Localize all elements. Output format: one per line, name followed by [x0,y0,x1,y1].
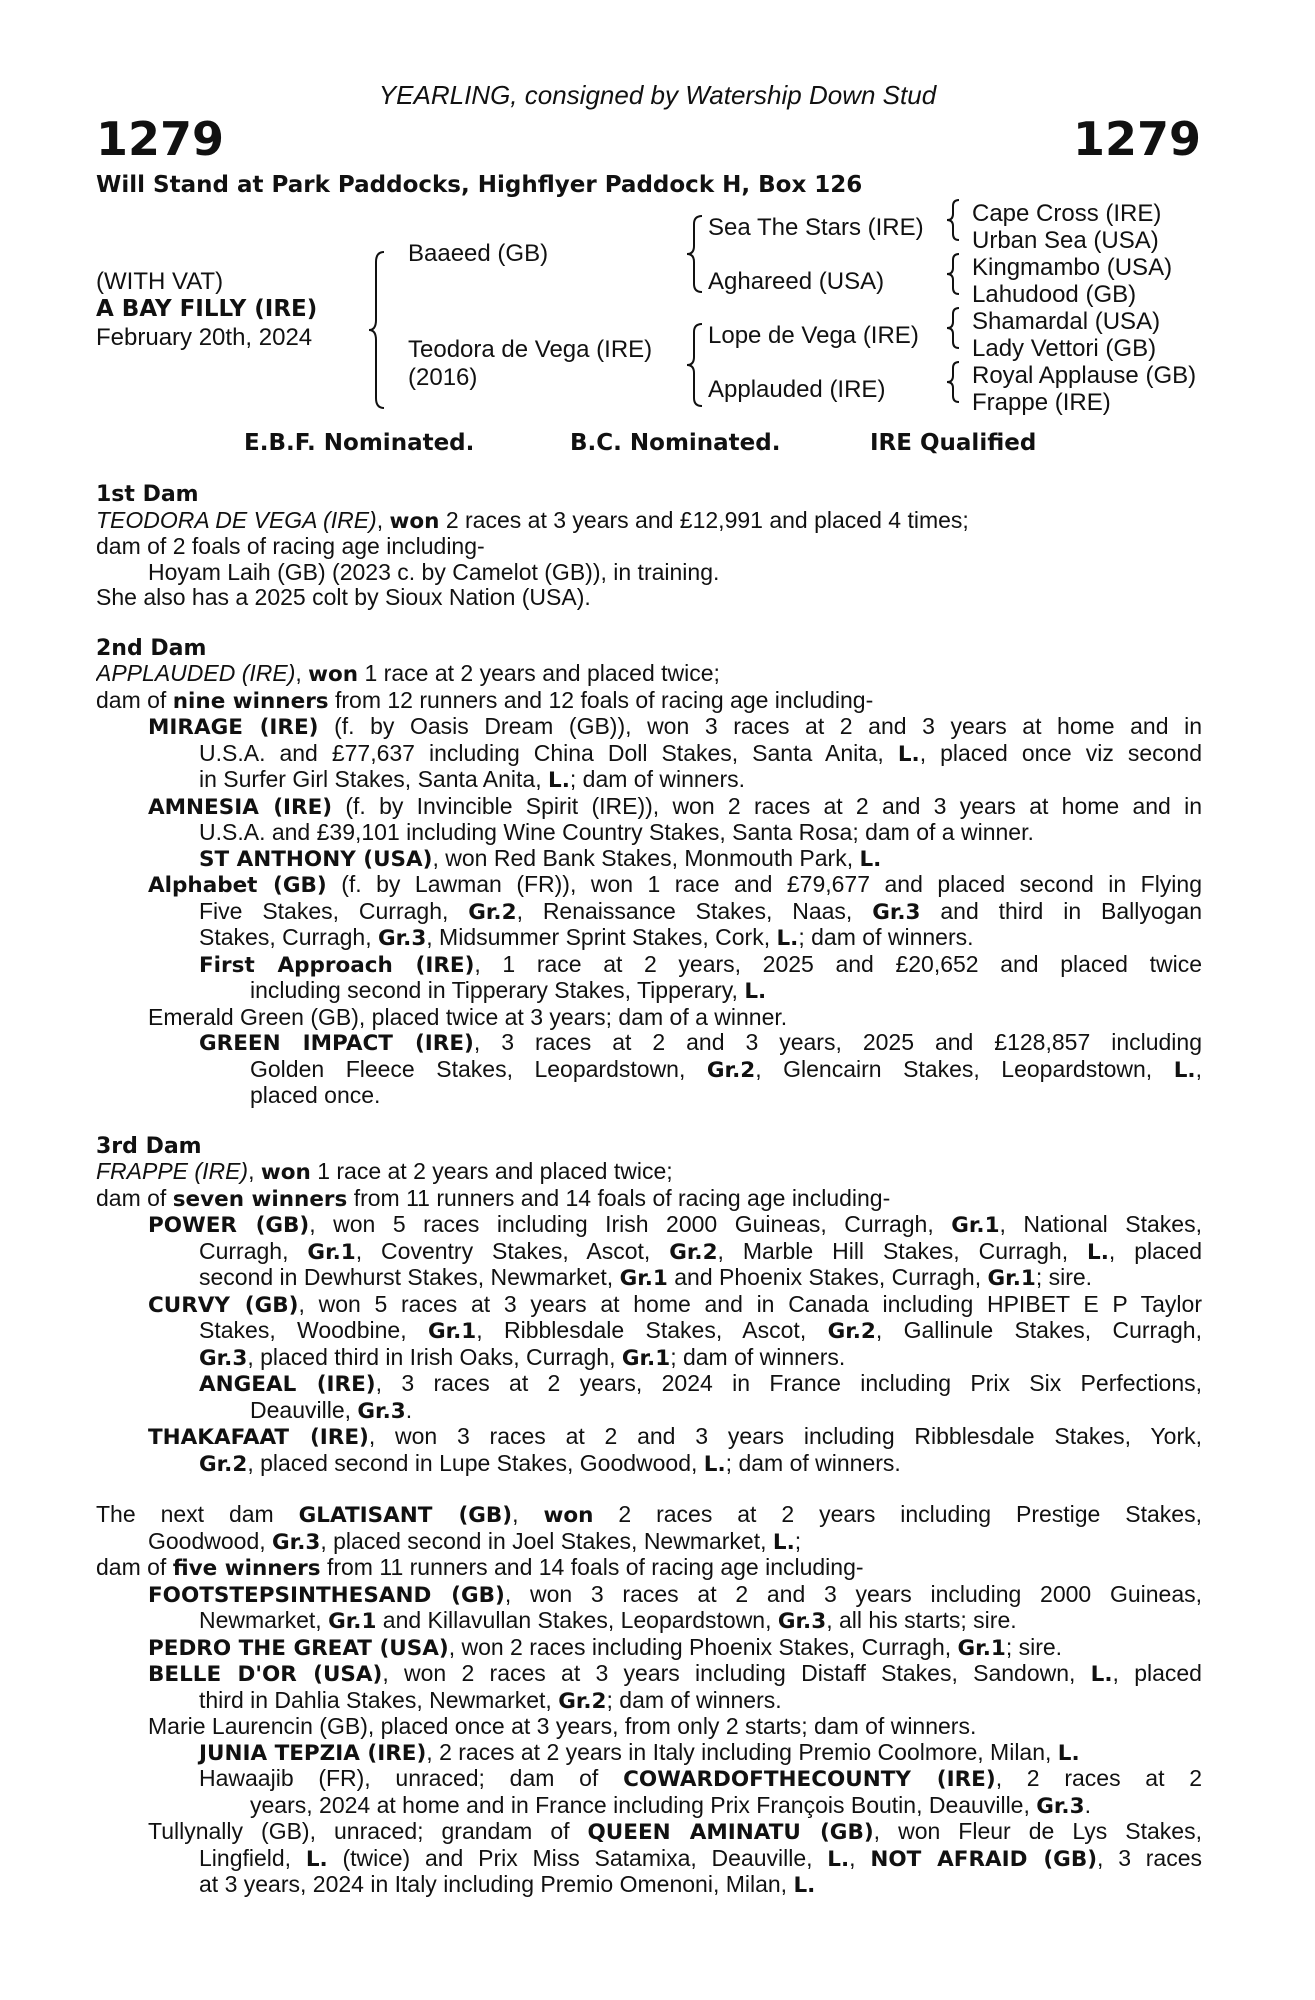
progeny-entry: JUNIA TEPZIA (IRE), 2 races at 2 years in Italy including Premio Coolmore, Milan, L. [199,1739,1080,1766]
pedigree-brace-dam [684,322,708,408]
third-dam-line: FRAPPE (IRE), won 1 race at 2 years and placed twice; [96,1159,673,1185]
second-dam-summary: dam of nine winners from 12 runners and 12 foals of racing age including- [96,687,874,714]
pedigree-dam-dam: Applauded (IRE) [708,376,886,403]
pedigree-brace-main [366,250,390,410]
stand-location: Will Stand at Park Paddocks, Highflyer Paddock H, Box 126 [96,172,863,198]
first-dam-foals: dam of 2 foals of racing age including- [96,534,485,559]
progeny-entry: Hawaajib (FR), unraced; dam of COWARDOFTHECOUNTY (IRE), 2 races at 2 [199,1766,1202,1792]
pedigree-brace-g3 [944,306,964,350]
vat-note: (WITH VAT) [96,268,224,295]
pedigree-brace-sire [684,214,708,294]
first-dam-line: TEODORA DE VEGA (IRE), won 2 races at 3 years and £12,991 and placed 4 times; [96,507,969,534]
second-dam-heading: 2nd Dam [96,635,207,661]
lot-number-right: 1279 [1072,112,1201,166]
progeny-entry: POWER (GB), won 5 races including Irish 2000 Guineas, Curragh, Gr.1, National Stakes, [148,1212,1202,1238]
pedigree-g7: Royal Applause (GB) [972,362,1197,389]
progeny-entry: Alphabet (GB) (f. by Lawman (FR)), won 1 race and £79,677 and placed second in Flying [148,872,1202,898]
lot-number-left: 1279 [96,112,225,166]
second-dam-line: APPLAUDED (IRE), won 1 race at 2 years and placed twice; [96,661,720,687]
pedigree-g2: Urban Sea (USA) [972,227,1159,254]
consignment-line: YEARLING, consigned by Watership Down Stud [378,80,937,110]
pedigree-dam: Teodora de Vega (IRE) [408,336,653,363]
third-dam-summary: dam of seven winners from 11 runners and 14 foals of racing age including- [96,1185,891,1212]
horse-name: A BAY FILLY (IRE) [96,296,318,322]
progeny-entry: Tullynally (GB), unraced; grandam of QUEEN AMINATU (GB), won Fleur de Lys Stakes, [148,1819,1202,1845]
progeny-entry: GREEN IMPACT (IRE), 3 races at 2 and 3 years, 2025 and £128,857 including [199,1030,1202,1056]
progeny-entry: PEDRO THE GREAT (USA), won 2 races including Phoenix Stakes, Curragh, Gr.1; sire. [148,1634,1063,1661]
progeny-entry: BELLE D'OR (USA), won 2 races at 3 years including Distaff Stakes, Sandown, L., placed [148,1661,1202,1687]
family-text: 1st Dam TEODORA DE VEGA (IRE), won 2 races at 3 years and £12,991 and placed 4 times; dam of 2 foals of racing age including- Hoyam Laih (GB) (2023 c. by Camelot (GB)), in training. She also has a 2025 colt by Sioux Nation (USA). 2nd Dam APPLAUDED (IRE), won 1 race at 2 years and placed twice; dam of nine winners from 12 runners and 12 foals of racing age including- MIRAGE (IRE) (f. by Oasis Dream (GB)), won 3 races at 2 and 3 years at home and in U.S.A. and £77,637 including China Doll Stakes, Santa Anita, L., placed once viz second in Surfer Girl Stakes, Santa Anita, L.; dam of winners. AMNESIA (IRE) (f. by Invincible Spirit (IRE)), won 2 races at 2 and 3 years at home and in U.S.A. and £39,101 including Wine Country Stakes, Santa Rosa; dam of a winner. ST ANTHONY (USA), won Red Bank Stakes, Monmouth Park, L. Alphabet (GB) (f. by Lawman (FR)), won 1 race and £79,677 and placed second in Flying Five Stakes, Curragh, Gr.2, Renaissance Stakes, Naas, Gr.3 and third in Ballyogan Stakes, Curragh, Gr.3, Midsummer Sprint Stakes, Cork, L.; dam of winners. First Approach (IRE), 1 race at 2 years, 2025 and £20,652 and placed twice including second in Tipperary Stakes, Tipperary, L. Emerald Green (GB), placed twice at 3 years; dam of a winner. GREEN IMPACT (IRE), 3 races at 2 and 3 years, 2025 and £128,857 including Golden Fleece Stakes, Leopardstown, Gr.2, Glencairn Stakes, Leopardstown, L., placed once. 3rd Dam FRAPPE (IRE), won 1 race at 2 years and placed twice; dam of seven winners from 11 runners and 14 foals of racing age including- POWER (GB), won 5 races including Irish 2000 Guineas, Curragh, Gr.1, National Stakes, Curragh, Gr.1, Coventry Stakes, Ascot, Gr.2, Marble Hill Stakes, Curragh, L., placed second in Dewhurst Stakes, Newmarket, Gr.1 and Phoenix Stakes, Curragh, Gr.1; sire. CURVY (GB), won 5 races at 3 years at home and in Canada including HPIBET E P Taylor Stakes, Woodbine, Gr.1, Ribblesdale Stakes, Ascot, Gr.2, Gallinule Stakes, Curragh, Gr.3, placed third in Irish Oaks, Curragh, Gr.1; dam of winners. ANGEAL (IRE), 3 races at 2 years, 2024 in France including Prix Six Perfections, Deauville, Gr.3. THAKAFAAT (IRE), won 3 races at 2 and 3 years including Ribblesdale Stakes, York, Gr.2, placed second in Lupe Stakes, Goodwood, L.; dam of winners. The next dam GLATISANT (GB), won 2 races at 2 years including Prestige Stakes, Goodwood, Gr.3, placed second in Joel Stakes, Newmarket, L.; dam of five winners from 11 runners and 14 foals of racing age including- FOOTSTEPSINTHESAND (GB), won 3 races at 2 and 3 years including 2000 Guineas, Newmarket, Gr.1 and Killavullan Stakes, Leopardstown, Gr.3, all his starts; sire. PEDRO THE GREAT (USA), won 2 races including Phoenix Stakes, Curragh, Gr.1; sire. BELLE D'OR (USA), won 2 races at 3 years including Distaff Stakes, Sandown, L., placed third in Dahlia Stakes, Newmarket, Gr.2; dam of winners. Marie Laurencin (GB), placed once at 3 years, from only 2 starts; dam of winners. JUNIA TEPZIA (IRE), 2 races at 2 years in Italy including Premio Coolmore, Milan, L. Hawaajib (FR), unraced; dam of COWARDOFTHECOUNTY (IRE), 2 races at 2 years, 2024 at home and in France including Prix François Boutin, Deauville, Gr.3. Tullynally (GB), unraced; grandam of QUEEN AMINATU (GB), won Fleur de Lys Stakes, Lingfield, L. (twice) and Prix Miss Satamixa, Deauville, L., NOT AFRAID (GB), 3 races at 3 years, 2024 in Italy including Premio Omenoni, Milan, L. [96,482,1202,1898]
progeny-entry: THAKAFAAT (IRE), won 3 races at 2 and 3 years including Ribblesdale Stakes, York, [148,1424,1202,1450]
first-dam-note: She also has a 2025 colt by Sioux Nation (USA). [96,585,591,610]
pedigree-g4: Lahudood (GB) [972,281,1137,308]
ire-qualified: IRE Qualified [870,430,1037,456]
progeny-entry: MIRAGE (IRE) (f. by Oasis Dream (GB)), won 3 races at 2 and 3 years at home and in [148,714,1202,740]
bc-nomination: B.C. Nominated. [570,430,781,456]
pedigree-sire-sire: Sea The Stars (IRE) [708,214,924,241]
pedigree-brace-g2 [944,252,964,296]
next-dam-summary: dam of five winners from 11 runners and 14 foals of racing age including- [96,1555,864,1581]
foaling-date: February 20th, 2024 [96,324,313,351]
pedigree-g6: Lady Vettori (GB) [972,335,1157,362]
progeny-entry: ST ANTHONY (USA), won Red Bank Stakes, Monmouth Park, L. [199,845,882,872]
pedigree-brace-g4 [944,360,964,404]
progeny-entry: First Approach (IRE), 1 race at 2 years, 2025 and £20,652 and placed twice [199,951,1202,978]
progeny-entry: AMNESIA (IRE) (f. by Invincible Spirit (IRE)), won 2 races at 2 and 3 years at home and in [148,793,1202,820]
ebf-nomination: E.B.F. Nominated. [244,430,475,456]
first-dam-heading: 1st Dam [96,482,199,507]
first-dam-progeny: Hoyam Laih (GB) (2023 c. by Camelot (GB)), in training. [148,559,720,585]
pedigree-dam-year: (2016) [408,364,478,391]
pedigree-g3: Kingmambo (USA) [972,254,1173,281]
progeny-entry: ANGEAL (IRE), 3 races at 2 years, 2024 in France including Prix Six Perfections, [199,1371,1202,1397]
pedigree-sire: Baaeed (GB) [408,240,549,267]
pedigree-g8: Frappe (IRE) [972,389,1111,416]
pedigree-brace-g1 [944,198,964,242]
progeny-entry: Emerald Green (GB), placed twice at 3 years; dam of a winner. [148,1004,788,1030]
third-dam-heading: 3rd Dam [96,1133,202,1159]
progeny-entry: Marie Laurencin (GB), placed once at 3 years, from only 2 starts; dam of winners. [148,1714,977,1739]
next-dam-line: The next dam GLATISANT (GB), won 2 races at 2 years including Prestige Stakes, [96,1502,1202,1528]
progeny-entry: FOOTSTEPSINTHESAND (GB), won 3 races at 2 and 3 years including 2000 Guineas, [148,1581,1202,1608]
progeny-entry: CURVY (GB), won 5 races at 3 years at home and in Canada including HPIBET E P Taylor [148,1291,1202,1318]
pedigree-g5: Shamardal (USA) [972,308,1161,335]
pedigree-g1: Cape Cross (IRE) [972,200,1162,227]
pedigree-sire-dam: Aghareed (USA) [708,268,885,295]
dam-name: TEODORA DE VEGA (IRE) [96,507,377,533]
pedigree-dam-sire: Lope de Vega (IRE) [708,322,919,349]
